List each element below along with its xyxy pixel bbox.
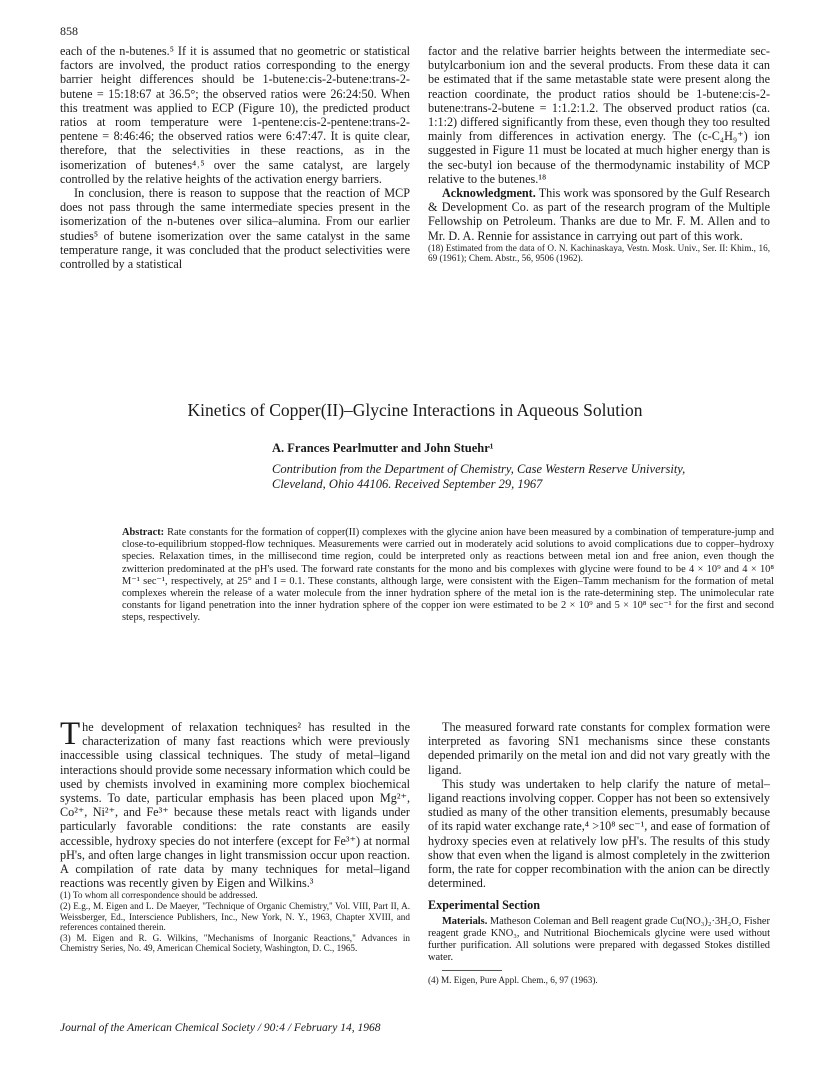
section-heading: Experimental Section [428,898,541,913]
paragraph: This study was undertaken to help clarify the nature of metal–ligand reactions involving copper. Copper has not been so extensively studied as many of the other transition elements, presumably because of its rapid water exchange rate,⁴ >10⁸ sec⁻¹, and ease of formation of hydroxy species even at relatively low pH's. The results of this study show that even when the ligand is almost completely in the zwitterion form, the rate for copper recombination with the anion can be directly determined. [428,776,770,891]
acknowledgment [428,186,770,243]
article-title: Kinetics of Copper(II)–Glycine Interactions in Aqueous Solution [187,400,643,420]
paragraph: factor and the relative barrier heights between the intermediate sec-butylcarbonium ion and the several products. From these data it can be estimated that if the same metastable state were present along the reaction coordinate, the product ratios should be 1-butene:cis-2-butene:trans-2-butene = 1:1.2:1.2. The observed product ratios (ca. 1:1:2) differed significantly from these, even though they too resulted mainly from differences in activation energy. The (c-C₄H₉⁺) ion suggested in Figure 11 must be located at much higher energy than is the sec-butyl ion because of the thermodynamic instability of MCP relative to the butenes.¹⁸ [428,44,770,186]
footnote-divider [442,970,502,971]
abstract [122,527,774,625]
acknowledgment-text: This work was sponsored by the Gulf Research & Development Co. as part of the research program of the Multiple Fellowship on Petroleum. Thanks are due to Mr. F. M. Allen and to Mr. D. A. Rennie for assistance in carrying out part of this work. [428,186,770,243]
footnote: (4) M. Eigen, Pure Appl. Chem., 6, 97 (1963). [428,974,598,985]
bottom-right-column [428,720,770,985]
acknowledgment-heading: Acknowledgment. [442,186,536,201]
footnote: (18) Estimated from the data of O. N. Kachinaskaya, Vestn. Mosk. Univ., Ser. II: Khim., 16, 69 (1961); Chem. Abstr., 56, 9506 (1962). [428,242,770,264]
paragraph: each of the n-butenes.⁵ If it is assumed that no geometric or statistical factors are involved, the product ratios corresponding to the energy barrier height differences should be 1-butene:cis-2-butene:trans-2-butene = 15:18:67 at 36.5°; the observed ratios were 26:24:50. When this treatment was applied to ECP (Figure 10), the predicted product ratios at room temperature were 1-pentene:cis-2-pentene:trans-2-pentene = 8:46:46; the observed ratios were 6:47:47. It is quite clear, therefore, that the selectivities in these reactions, as in the isomerization of butenes⁴˒⁵ over the same catalyst, are largely controlled by the relative heights of the activation energy barriers. [60,44,410,186]
journal-footer: Journal of the American Chemical Society / 90:4 / February 14, 1968 [60,1022,381,1034]
authors: A. Frances Pearlmutter and John Stuehr¹ [272,441,494,455]
top-right-column [428,44,770,264]
affiliation [272,462,792,492]
footnote: (2) E.g., M. Eigen and L. De Maeyer, "Technique of Organic Chemistry," Vol. VIII, Part II, A. Weissberger, Ed., Interscience Publishers, Inc., New York, N. Y., 1963, Chapter XVIII, and references contained therein. [60,901,410,933]
drop-cap: T [60,716,81,752]
footnote: (1) To whom all correspondence should be addressed. [60,890,258,901]
materials-paragraph [428,916,770,964]
footnote: (3) M. Eigen and R. G. Wilkins, "Mechanisms of Inorganic Reactions," Advances in Chemistry Series, No. 49, American Chemical Society, Washington, D. C., 1965. [60,932,410,954]
abstract-heading: Abstract: [122,527,165,538]
affiliation-line: Cleveland, Ohio 44106. Received September 29, 1967 [272,477,543,491]
materials-heading: Materials. [442,915,488,927]
abstract-text: Rate constants for the formation of copper(II) complexes with the glycine anion have been measured by a combination of temperature-jump and close-to-equilibrium stopped-flow techniques. Measurements were carried out in moderately acid solutions to avoid complications due to copper–hydroxy species. Relaxation times, in the millisecond time region, could be interpreted only as reactions between metal ion and free anion, even though the zwitterion predominated at the pH's used. The forward rate constants for the mono and bis complexes with glycine were found to be 4 × 10⁹ and 4 × 10⁸ M⁻¹ sec⁻¹, respectively, at 25° and I = 0.1. These constants, although large, were consistent with the Eigen–Tamm mechanism for the formation of metal complexes wherein the release of a water molecule from the inner hydration sphere of the metal ion is the rate-determining step. The unimolecular rate constants for ligand penetration into the inner hydration sphere of the copper ion were estimated to be 2 × 10⁹ and 5 × 10⁸ sec⁻¹ for the first and second steps, respectively. [122,527,774,624]
page-number: 858 [60,24,78,38]
affiliation-line: Contribution from the Department of Chemistry, Case Western Reserve University, [272,462,686,476]
top-left-column [60,44,410,271]
introduction-text: he development of relaxation techniques² has resulted in the characterization of many fast reactions which were previously inaccessible using classical techniques. The study of metal–ligand interactions should provide some necessary information which could be used by chemists involved in examining more complex biochemical systems. To date, particular emphasis has been placed upon Mg²⁺, Co²⁺, Ni²⁺, and Fe³⁺ because these metals react with ligands under particularly favorable conditions: the rate constants are easily accessible, hydroxy species do not interfere (except for Fe³⁺) at normal pH's, and often large changes in light transmission occur upon reaction. A compilation of rate data by many techniques for metal–ligand reactions was recently given by Eigen and Wilkins.³ [60,720,410,891]
materials-text: Matheson Coleman and Bell reagent grade Cu(NO₃)₂·3H₂O, Fisher reagent grade KNO₃, and Nutritional Biochemicals glycine were used without further purification. All solutions were prepared with degassed Stokes distilled water. [428,915,770,963]
paragraph: In conclusion, there is reason to suppose that the reaction of MCP does not pass through the same intermediate species present in the isomerization of the n-butenes over silica–alumina. From our earlier studies⁵ of butene isomerization over the same catalyst in the same temperature range, it was concluded that the product selectivities were controlled by a statistical [60,186,410,272]
introduction [60,716,410,891]
bottom-left-column [60,716,410,954]
paragraph: The measured forward rate constants for complex formation were interpreted as favoring SN1 mechanisms since these constants depended primarily on the metal ion and did not vary greatly with the ligand. [428,720,770,777]
